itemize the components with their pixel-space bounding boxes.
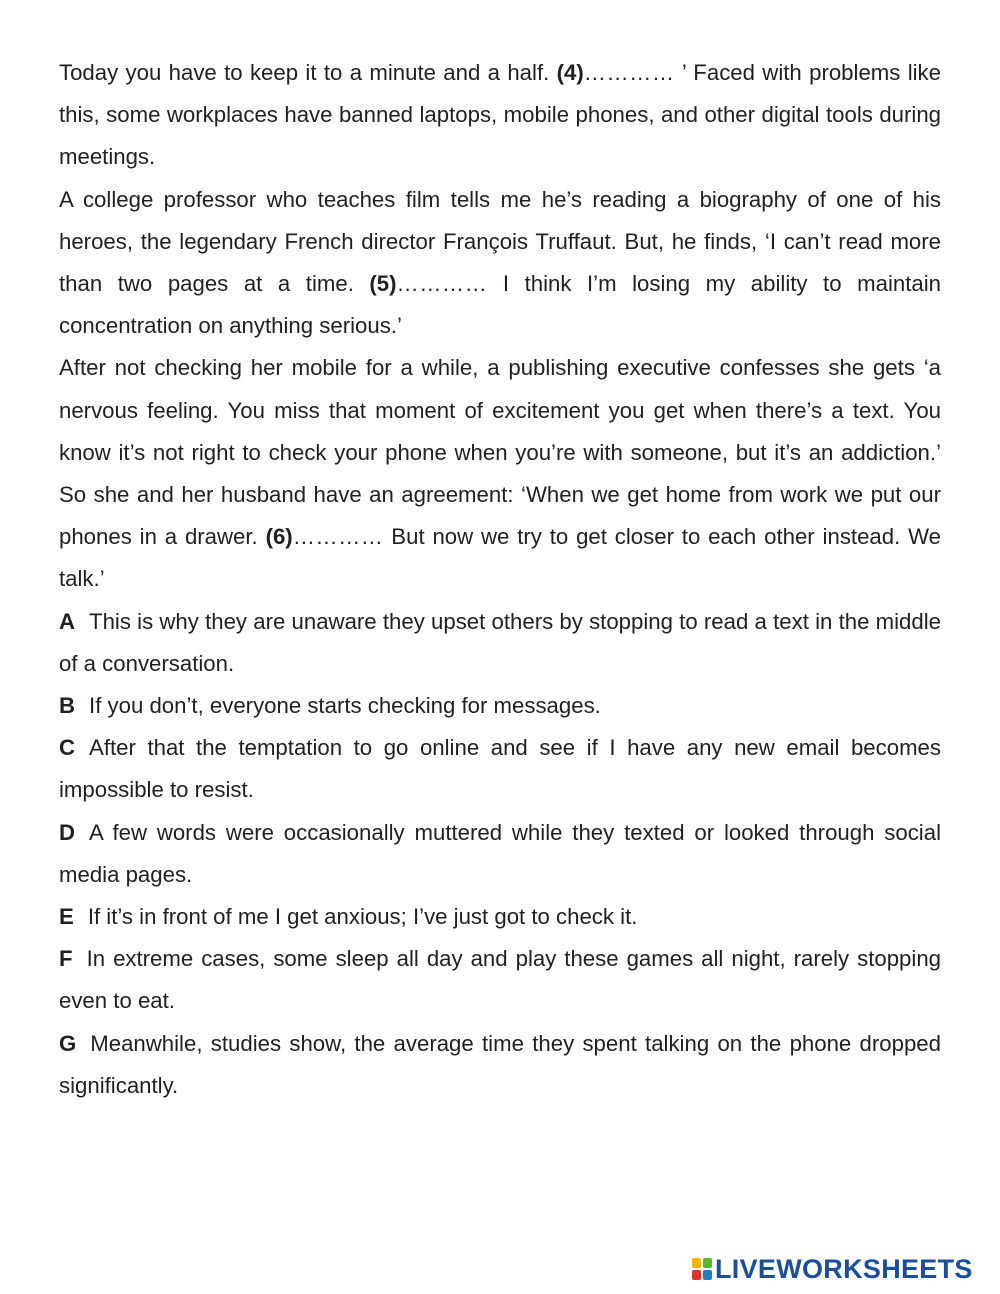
option-letter: C (59, 735, 76, 761)
option-text: This is why they are unaware they upset others by stopping to read a text in the middle of a conversation. (59, 608, 941, 676)
gap-number-5: (5) (369, 271, 397, 297)
option-text: Meanwhile, studies show, the average time they spent talking on the phone dropped significantly. (59, 1030, 941, 1098)
option-c (59, 727, 941, 811)
paragraph-text: After not checking her mobile for a while, a publishing executive confesses she gets ‘a nervous feeling. You miss that moment of excitement you get when there’s a text. You know it’s not right to check your phone when you’re with someone, but it’s an addiction.’ So she and her husband have an agreement: ‘When we get home from work we put our phones in a drawer. (59, 355, 941, 550)
liveworksheets-logo[interactable] (692, 1255, 973, 1283)
option-b (59, 685, 941, 727)
option-letter: G (59, 1030, 77, 1056)
gap-blank-6[interactable]: ………… (292, 524, 384, 550)
option-a (59, 601, 941, 685)
option-d (59, 812, 941, 896)
gap-number-4: (4) (556, 60, 584, 85)
option-g (59, 1023, 941, 1107)
logo-square-icon (703, 1270, 712, 1280)
paragraph-2 (59, 179, 941, 348)
option-text: If it’s in front of me I get anxious; I’ve just got to check it. (87, 904, 638, 930)
logo-square-icon (692, 1270, 701, 1280)
option-e (59, 896, 941, 938)
logo-square-icon (703, 1258, 712, 1268)
paragraph-text: Today you have to keep it to a minute and a half. (59, 60, 557, 85)
option-f (59, 938, 941, 1022)
gap-blank-4[interactable]: ………… (583, 60, 675, 85)
option-letter: E (59, 904, 74, 930)
gap-blank-5[interactable]: ………… (396, 271, 488, 297)
logo-square-icon (692, 1258, 701, 1268)
paragraph-3 (59, 347, 941, 600)
paragraph-text: A college professor who teaches film tells me he’s reading a biography of one of his heroes, the legendary French director François Truffaut. But, he finds, ‘I can’t read more than two pages at a time. (59, 186, 941, 297)
paragraph-text: ’ Faced with problems like this, some workplaces have banned laptops, mobile phones, and other digital tools during meetings. (59, 60, 941, 170)
option-letter: B (59, 693, 76, 719)
option-text: After that the temptation to go online and see if I have any new email becomes impossible to resist. (59, 735, 941, 803)
logo-grid-icon (692, 1258, 712, 1280)
gap-number-6: (6) (265, 524, 293, 550)
paragraph-text: But now we try to get closer to each other instead. We talk.’ (59, 524, 941, 592)
paragraph-1 (59, 52, 941, 179)
option-text: If you don’t, everyone starts checking for messages. (89, 693, 601, 719)
option-text: A few words were occasionally muttered while they texted or looked through social media pages. (59, 819, 941, 887)
option-text: In extreme cases, some sleep all day and play these games all night, rarely stopping even to eat. (59, 946, 941, 1014)
option-letter: D (59, 819, 76, 845)
logo-text: LIVEWORKSHEETS (715, 1253, 973, 1284)
option-letter: A (59, 608, 76, 634)
worksheet-page (59, 52, 941, 1107)
option-letter: F (59, 946, 73, 972)
paragraph-text: I think I’m losing my ability to maintain concentration on anything serious.’ (59, 271, 941, 339)
